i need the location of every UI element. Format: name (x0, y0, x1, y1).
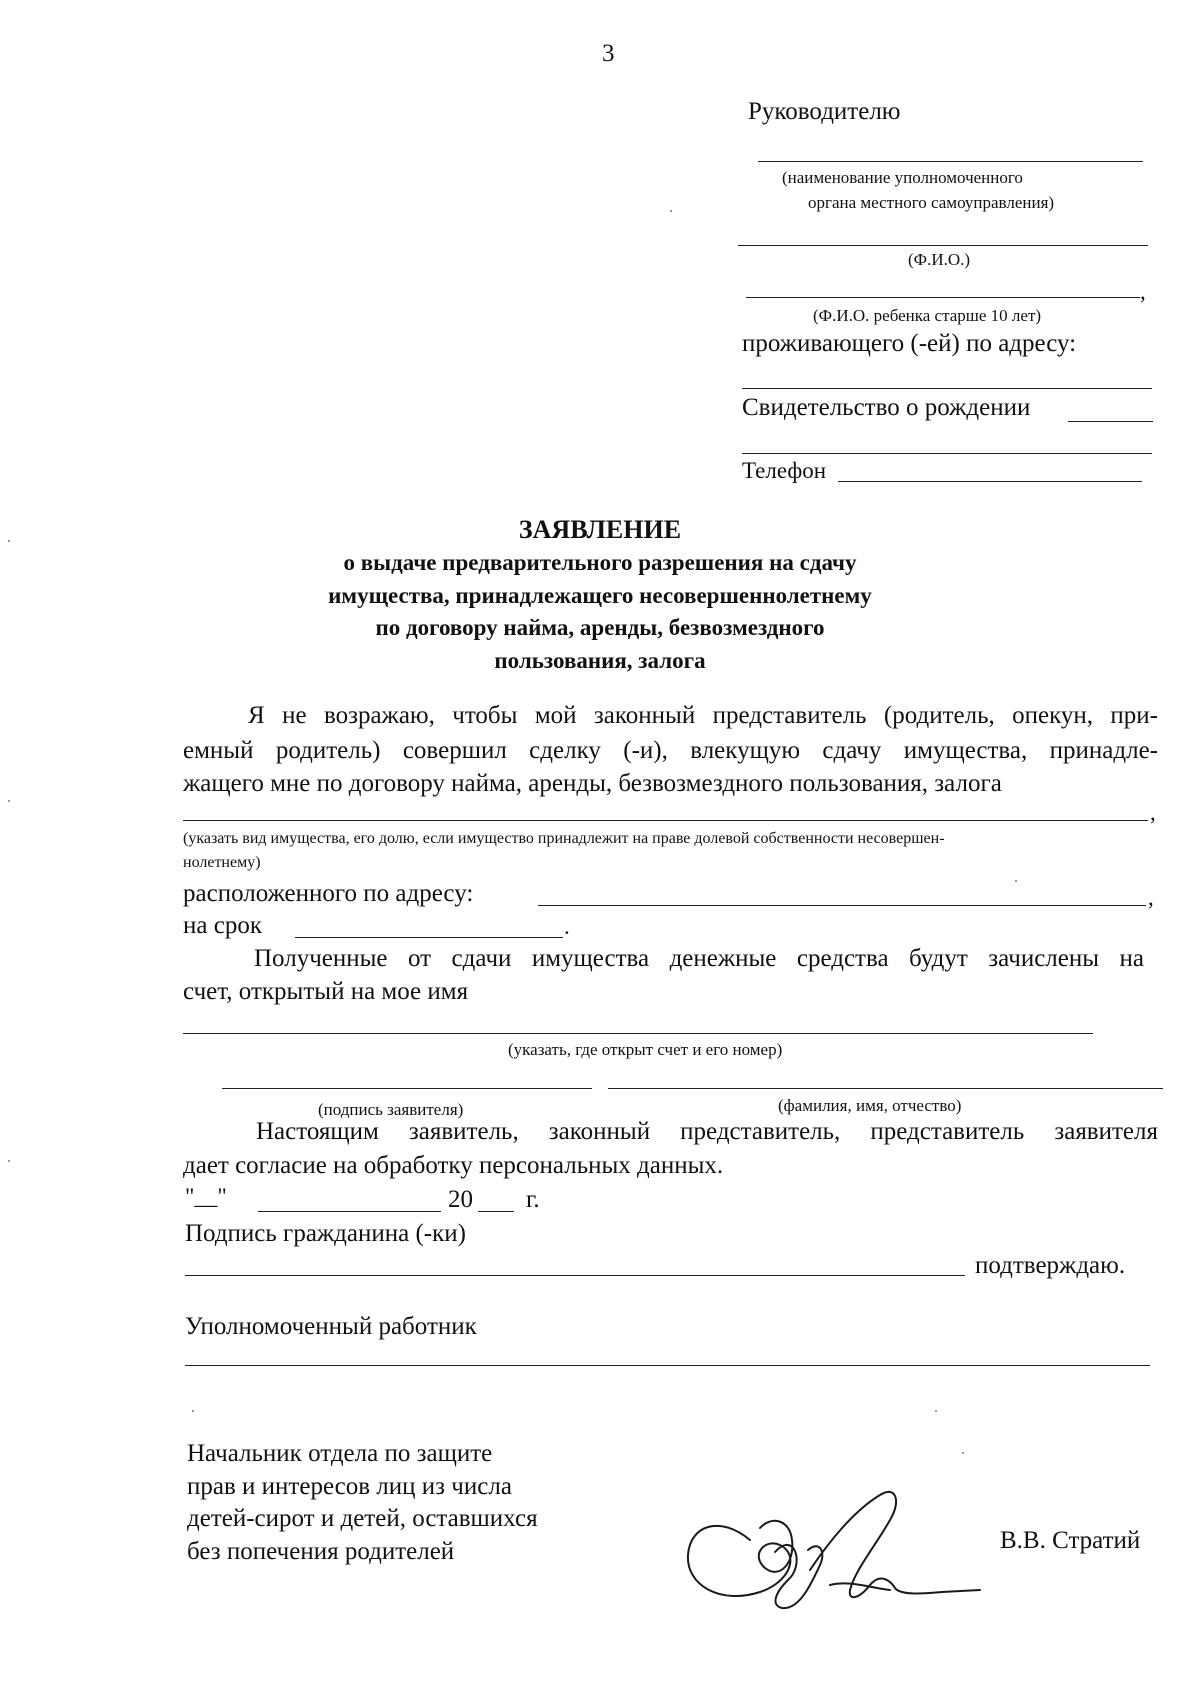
date-year-line (478, 1211, 514, 1212)
birth-certificate-line-2 (742, 453, 1152, 454)
child-fio-line (746, 297, 1140, 298)
date-month-line (258, 1211, 441, 1212)
position-line-4: без попечения родителей (187, 1538, 455, 1565)
date-quotes: "__" (185, 1184, 227, 1209)
address-line (742, 388, 1152, 389)
authorized-worker-label: Уполномоченный работник (185, 1313, 477, 1340)
child-fio-comma: , (1140, 279, 1146, 304)
signer-name: В.В. Стратий (1000, 1527, 1141, 1554)
account-caption: (указать, где открыт счет и его номер) (508, 1040, 783, 1059)
property-caption-2: нолетнему) (183, 854, 261, 871)
organ-name-line (758, 161, 1143, 162)
position-line-1: Начальник отдела по защите (187, 1440, 493, 1467)
property-line (183, 820, 1148, 821)
confirm-label: подтверждаю. (975, 1252, 1126, 1279)
property-caption-1: (указать вид имущества, его долю, если имущество принадлежит на праве долевой собственности несовершен- (183, 830, 945, 847)
date-year-suffix: г. (526, 1186, 540, 1213)
scan-speck (192, 1410, 194, 1412)
scan-speck (8, 800, 10, 802)
located-label: расположенного по адресу: (183, 880, 474, 907)
position-line-3: детей-сирот и детей, оставшихся (187, 1505, 538, 1532)
organ-caption-2: органа местного самоуправления) (808, 193, 1055, 212)
consent-line-1: Настоящим заявитель, законный представитель, представитель заявителя (256, 1118, 1158, 1145)
account-line (183, 1033, 1093, 1034)
citizen-signature-line (185, 1275, 965, 1276)
birth-certificate-line (1068, 421, 1153, 422)
position-line-2: прав и интересов лиц из числа (187, 1473, 512, 1500)
phone-label: Телефон (742, 458, 827, 483)
signature-line (222, 1088, 592, 1089)
citizen-signature-label: Подпись гражданина (-ки) (185, 1220, 466, 1247)
para2-line-2: счет, открытый на мое имя (183, 978, 469, 1005)
organ-caption-1: (наименование уполномоченного (782, 168, 1023, 187)
title-line-3: по договору найма, аренды, безвозмездного (375, 615, 825, 640)
signature-caption: (подпись заявителя) (318, 1100, 464, 1119)
scan-speck (8, 1160, 10, 1162)
scan-speck (670, 210, 672, 212)
page-number: 3 (602, 40, 615, 67)
authorized-worker-line (185, 1365, 1150, 1366)
scan-speck (962, 1452, 964, 1454)
birth-certificate-label: Свидетельство о рождении (742, 394, 1031, 421)
addressee-label: Руководителю (748, 98, 901, 125)
address-label: проживающего (-ей) по адресу: (742, 330, 1077, 357)
fio-full-line (608, 1088, 1163, 1089)
term-label: на срок (183, 912, 262, 939)
title-line-4: пользования, залога (494, 648, 706, 673)
consent-line-2: дает согласие на обработку персональных данных. (183, 1152, 724, 1179)
located-line (538, 905, 1146, 906)
para1-line-3: жащего мне по договору найма, аренды, безвозмездного пользования, залога (183, 770, 1002, 797)
date-year-prefix: 20 (448, 1186, 473, 1213)
fio-full-caption: (фамилия, имя, отчество) (778, 1096, 962, 1115)
phone-line (838, 481, 1142, 482)
scan-speck (935, 1410, 937, 1412)
scan-speck (1015, 880, 1017, 882)
property-comma: , (1150, 800, 1156, 825)
title-line-2: имущества, принадлежащего несовершеннолетнему (328, 583, 872, 608)
handwritten-signature (680, 1470, 1010, 1620)
child-fio-caption: (Ф.И.О. ребенка старше 10 лет) (813, 306, 1042, 325)
title-line-1: о выдаче предварительного разрешения на сдачу (343, 550, 857, 575)
applicant-fio-line (738, 245, 1148, 246)
para2-line-1: Полученные от сдачи имущества денежные средства будут зачислены на (254, 945, 1144, 972)
document-title: ЗАЯВЛЕНИЕ (518, 515, 682, 544)
scan-speck (8, 540, 10, 542)
term-period: . (564, 914, 570, 939)
para1-line-2: емный родитель) совершил сделку (-и), влекущую сдачу имущества, принадле- (183, 737, 1158, 764)
para1-line-1: Я не возражаю, чтобы мой законный представитель (родитель, опекун, при- (248, 702, 1158, 729)
located-comma: , (1148, 885, 1154, 910)
term-line (295, 937, 563, 938)
applicant-fio-caption: (Ф.И.О.) (908, 250, 971, 269)
